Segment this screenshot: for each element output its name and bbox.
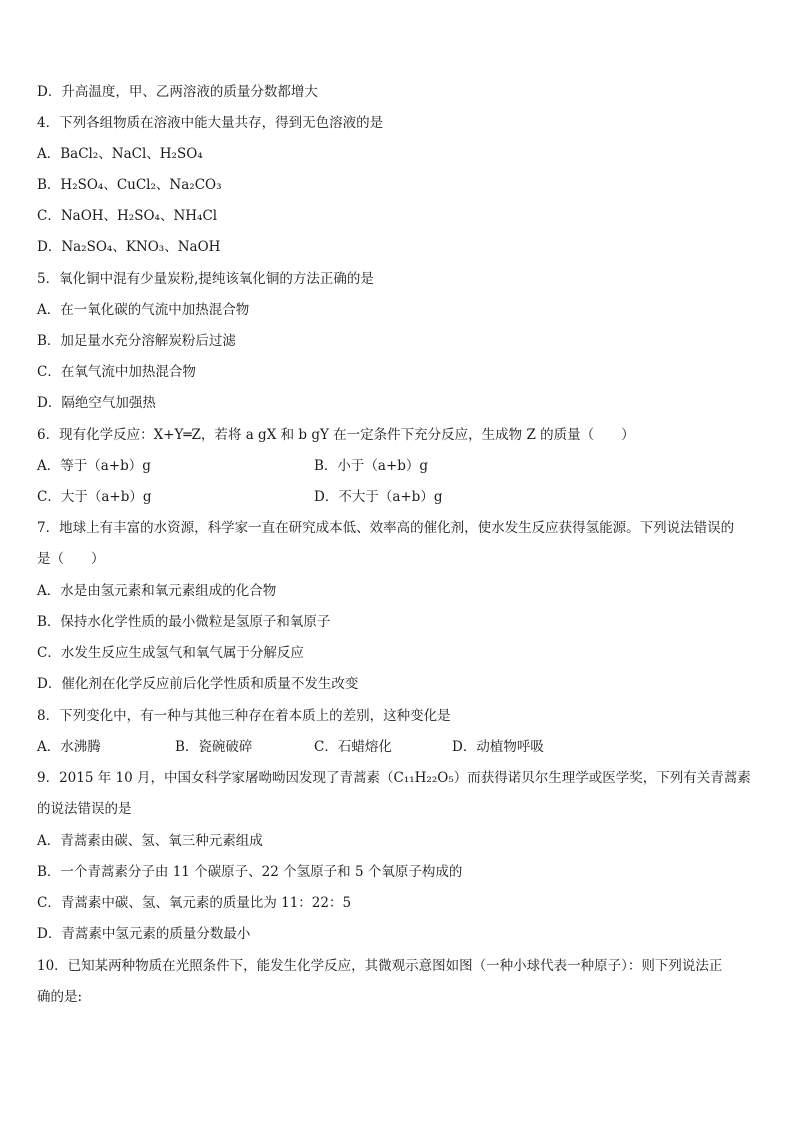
q6-option-b: B．小于（a+b）g <box>314 458 429 474</box>
q9-stem-line2: 的说法错误的是 <box>37 801 132 817</box>
q6-option-a: A．等于（a+b）g <box>37 458 151 474</box>
q4-option-c: C．NaOH、H₂SO₄、NH₄Cl <box>37 208 218 224</box>
q10-stem-line1: 10．已知某两种物质在光照条件下，能发生化学反应，其微观示意图如图（一种小球代表一种原子）：则下列说法正 <box>37 958 723 974</box>
q4-option-d: D．Na₂SO₄、KNO₃、NaOH <box>37 239 221 255</box>
q9-stem-line1: 9．2015 年 10 月，中国女科学家屠呦呦因发现了青蒿素（C₁₁H₂₂O₅）而获得诺贝尔生理学或医学奖，下列有关青蒿素 <box>37 770 751 786</box>
q8-option-a: A．水沸腾 <box>37 739 101 755</box>
q7-option-c: C．水发生反应生成氢气和氧气属于分解反应 <box>37 645 304 661</box>
q5-stem: 5．氧化铜中混有少量炭粉,提纯该氧化铜的方法正确的是 <box>37 271 374 287</box>
q5-option-d: D．隔绝空气加强热 <box>37 395 156 411</box>
q7-stem-line2: 是（ ） <box>37 551 105 567</box>
q9-option-b: B．一个青蒿素分子由 11 个碳原子、22 个氢原子和 5 个氧原子构成的 <box>37 864 463 880</box>
q6-stem: 6．现有化学反应：X+Y═Z，若将 a gX 和 b gY 在一定条件下充分反应，生成物 Z 的质量（ ） <box>37 427 635 443</box>
q8-option-b: B．瓷碗破碎 <box>175 739 253 755</box>
q4-stem: 4．下列各组物质在溶液中能大量共存，得到无色溶液的是 <box>37 115 384 131</box>
q4-option-b: B．H₂SO₄、CuCl₂、Na₂CO₃ <box>37 177 222 193</box>
q9-option-d: D．青蒿素中氢元素的质量分数最小 <box>37 926 251 942</box>
q6-option-d: D．不大于（a+b）g <box>314 489 443 505</box>
q3-option-d: D．升高温度，甲、乙两溶液的质量分数都增大 <box>37 84 318 100</box>
q6-option-c: C．大于（a+b）g <box>37 489 152 505</box>
q8-stem: 8．下列变化中，有一种与其他三种存在着本质上的差别，这种变化是 <box>37 708 451 724</box>
q9-option-c: C．青蒿素中碳、氢、氧元素的质量比为 11：22：5 <box>37 895 352 911</box>
q7-stem-line1: 7．地球上有丰富的水资源，科学家一直在研究成本低、效率高的催化剂，使水发生反应获得氢能源。下列说法错误的 <box>37 520 735 536</box>
q5-option-b: B．加足量水充分溶解炭粉后过滤 <box>37 333 236 349</box>
q4-option-a: A．BaCl₂、NaCl、H₂SO₄ <box>37 146 203 162</box>
q10-stem-line2: 确的是: <box>37 989 83 1005</box>
q7-option-b: B．保持水化学性质的最小微粒是氢原子和氧原子 <box>37 614 331 630</box>
q5-option-a: A．在一氧化碳的气流中加热混合物 <box>37 302 250 318</box>
q9-option-a: A．青蒿素由碳、氢、氧三种元素组成 <box>37 833 263 849</box>
q7-option-d: D．催化剂在化学反应前后化学性质和质量不发生改变 <box>37 676 359 692</box>
q8-option-c: C．石蜡熔化 <box>314 739 392 755</box>
q7-option-a: A．水是由氢元素和氧元素组成的化合物 <box>37 583 277 599</box>
q5-option-c: C．在氧气流中加热混合物 <box>37 364 196 380</box>
q8-option-d: D．动植物呼吸 <box>452 739 544 755</box>
